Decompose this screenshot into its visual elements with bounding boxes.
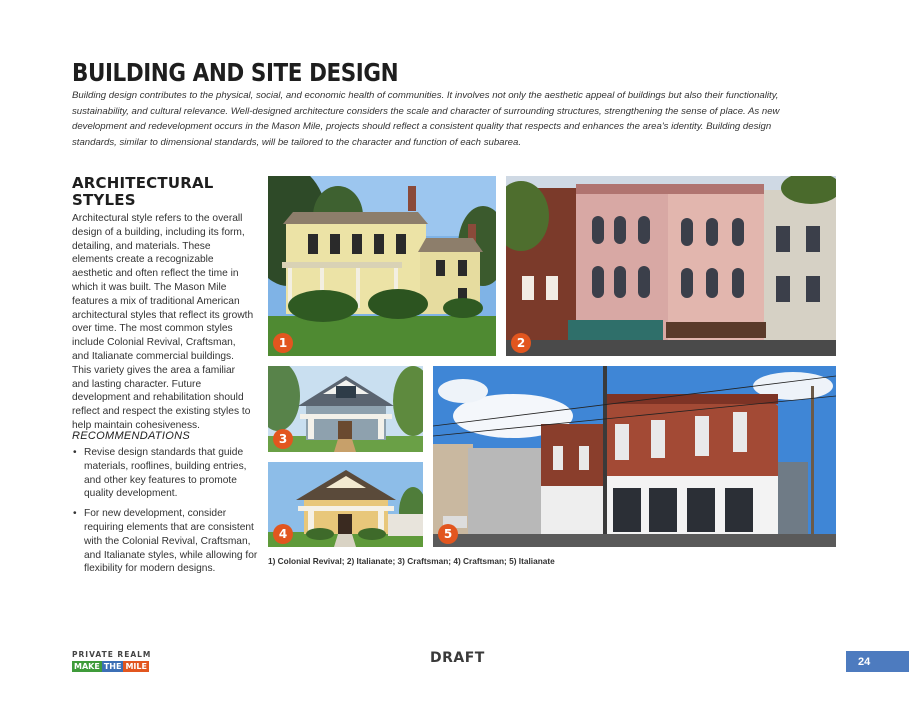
- photo-number-badge: 4: [273, 524, 293, 544]
- italianate-row-illustration: [506, 176, 836, 356]
- photo-italianate-row: [506, 176, 836, 356]
- photo-number-badge: 2: [511, 333, 531, 353]
- photo-number-badge: 5: [438, 524, 458, 544]
- section-label: PRIVATE REALM: [72, 650, 152, 659]
- logo-word: MILE: [125, 662, 147, 671]
- colonial-house-illustration: [268, 176, 496, 356]
- photo-craftsman-gray: [268, 366, 423, 452]
- intro-paragraph: Building design contributes to the physical, social, and economic health of communities. It involves not only the aesthetic appeal of buildings but also their functionality, sustainability, and cultural relevance. Well-designed architecture considers the scale and character of surrounding structures, strengthening the sense of place. As new development and redevelopment occurs in the Mason Mile, projects should reflect a consistent quality that respects and enhances the area's identity. Building design standards, similar to dimensional standards, will be tailored to the character and function of each subarea.: [72, 90, 780, 148]
- recommendation-text: For new development, consider requiring elements that are consistent with the Colonial Revival, Craftsman, and Italianate styles, while allowing for flexibility for modern designs.: [84, 508, 258, 575]
- photo-caption: 1) Colonial Revival; 2) Italianate; 3) Craftsman; 4) Craftsman; 5) Italianate: [268, 556, 555, 566]
- photo-italianate-corner: [433, 366, 836, 547]
- italianate-corner-illustration: [433, 366, 836, 547]
- list-item: [72, 446, 258, 501]
- recommendation-text: Revise design standards that guide materials, rooflines, building entries, and other key features to promote quality development.: [84, 447, 247, 500]
- list-item: [72, 507, 258, 576]
- photo-number-badge: 3: [273, 429, 293, 449]
- logo-word: MAKE: [74, 662, 100, 671]
- recommendations-list: [72, 446, 258, 582]
- draft-watermark: DRAFT: [430, 650, 485, 666]
- bullet: •: [73, 447, 77, 458]
- recommendations-heading: RECOMMENDATIONS: [72, 430, 190, 442]
- make-the-mile-logo: [72, 661, 149, 672]
- section-heading: ARCHITECTURAL STYLES: [72, 174, 214, 209]
- photo-colonial-revival: [268, 176, 496, 356]
- page-number: 24: [846, 651, 909, 672]
- bullet: •: [73, 508, 77, 520]
- page-title: BUILDING AND SITE DESIGN: [72, 58, 399, 87]
- photo-craftsman-yellow: [268, 462, 423, 547]
- photo-number-badge: 1: [273, 333, 293, 353]
- section-body: Architectural style refers to the overall design of a building, including its form, detailing, and materials. These elements create a recognizable aesthetic and often reflect the time in which it was built. The Mason Mile features a mix of traditional American architectural styles that reflect its growth over time. The most common styles include Colonial Revival, Craftsman, and Italianate commercial buildings. This variety gives the area a familiar and lasting character. Future development and rehabilitation should reflect and respect the existing styles to help maintain cohesiveness.: [72, 213, 254, 431]
- logo-word: THE: [103, 662, 122, 671]
